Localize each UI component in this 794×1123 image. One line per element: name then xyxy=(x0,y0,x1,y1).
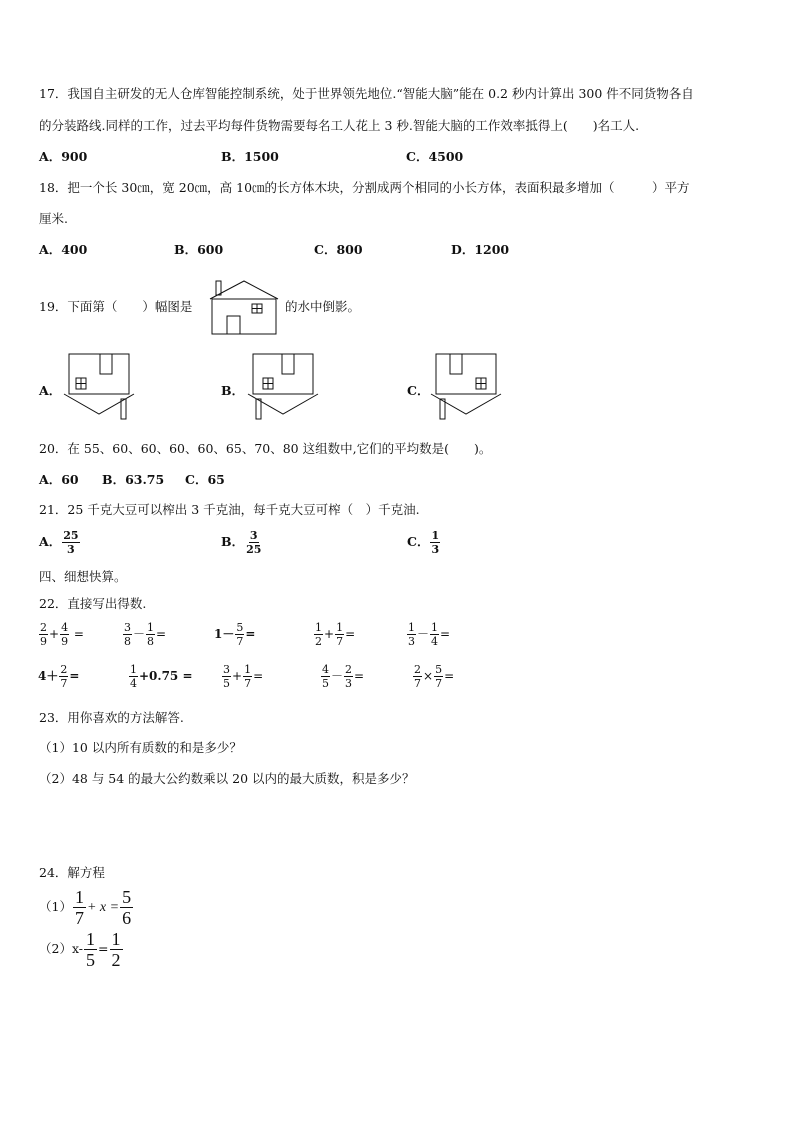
numerator: 4 xyxy=(61,621,69,634)
calc-r1-5 xyxy=(406,622,450,647)
equals: = xyxy=(245,627,256,641)
q18-option-b: B．600 xyxy=(174,242,224,257)
q17-option-c: C．4500 xyxy=(406,149,464,164)
numerator: 1 xyxy=(408,621,415,634)
operator: + xyxy=(232,669,243,683)
calc-r2-4 xyxy=(320,664,364,689)
equals: = xyxy=(156,627,167,641)
operator: × xyxy=(423,669,434,683)
q23-part-2: （2）48 与 54 的最大公约数乘以 20 以内的最大质数，积是多少？ xyxy=(39,771,415,786)
numerator: 1 xyxy=(147,621,155,634)
section-4-heading: 四、细想快算。 xyxy=(39,569,127,584)
numerator: 1 xyxy=(130,663,137,676)
denominator: 5 xyxy=(322,677,329,690)
q17-option-b: B．1500 xyxy=(221,149,279,164)
numerator: 1 xyxy=(244,663,252,676)
q17-option-a: A．900 xyxy=(39,149,88,164)
numerator: 3 xyxy=(249,529,258,542)
reflection-b-figure xyxy=(246,352,320,422)
denominator: 3 xyxy=(408,635,415,648)
q21-option-b-label: B． xyxy=(221,534,245,549)
numerator: 1 xyxy=(336,621,344,634)
house-figure xyxy=(208,279,280,335)
denominator: 8 xyxy=(124,635,131,648)
denominator: 9 xyxy=(61,635,69,648)
q18-line1: 18．把一个长 30㎝，宽 20㎝，高 10㎝的长方体木块，分割成两个相同的小长方体，表面积最多增加（ ）平方 xyxy=(39,180,690,195)
equals: = xyxy=(440,627,451,641)
denominator: 5 xyxy=(86,950,96,970)
q21-option-a-label: A． xyxy=(39,534,62,549)
q20-option-b: B．63.75 xyxy=(102,472,165,487)
calc-r2-5 xyxy=(412,664,454,689)
denominator: 4 xyxy=(130,677,137,690)
equals: = xyxy=(354,669,365,683)
q21-option-b xyxy=(221,530,263,555)
numerator: 1 xyxy=(74,887,84,907)
denominator: 2 xyxy=(111,950,121,970)
operator: +0.75 = xyxy=(139,669,193,683)
numerator: 5 xyxy=(435,663,443,676)
numerator: 2 xyxy=(345,663,353,676)
calc-r2-1 xyxy=(38,664,79,689)
denominator: 3 xyxy=(67,543,75,556)
denominator: 7 xyxy=(336,635,344,648)
equation-middle: + x = xyxy=(86,900,120,915)
operator: － xyxy=(133,627,146,641)
q23-part-1: （1）10 以内所有质数的和是多少？ xyxy=(39,740,242,755)
q18-line2: 厘米. xyxy=(39,211,68,226)
denominator: 6 xyxy=(122,908,132,928)
q21-option-b-fraction xyxy=(245,530,262,555)
denominator: 4 xyxy=(431,635,439,648)
denominator: 7 xyxy=(435,677,443,690)
numerator: 4 xyxy=(322,663,329,676)
numerator: 1 xyxy=(431,529,440,542)
q18-option-d: D．1200 xyxy=(451,242,510,257)
calc-r1-3 xyxy=(214,622,255,647)
equals: = xyxy=(253,669,264,683)
q20-option-c: C．65 xyxy=(185,472,225,487)
denominator: 7 xyxy=(60,677,68,690)
q19-option-a-label: A． xyxy=(39,383,62,398)
lead-term: 4＋ xyxy=(38,669,59,683)
q23-stem: 23．用你喜欢的方法解答. xyxy=(39,710,184,725)
denominator: 7 xyxy=(236,635,244,648)
q17-line1: 17．我国自主研发的无人仓库智能控制系统，处于世界领先地位.“智能大脑”能在 0.2 秒内计算出 300 件不同货物各自 xyxy=(39,86,694,101)
numerator: 1 xyxy=(315,621,322,634)
denominator: 3 xyxy=(431,543,440,556)
q21-option-a xyxy=(39,530,81,555)
lead-term: 1－ xyxy=(214,627,235,641)
numerator: 3 xyxy=(223,663,230,676)
q19-stem-after: 的水中倒影。 xyxy=(285,299,361,314)
q20-stem: 20．在 55、60、60、60、60、65、70、80 这组数中,它们的平均数是( )。 xyxy=(39,441,492,456)
q21-option-c-fraction xyxy=(430,530,440,555)
numerator: 2 xyxy=(60,663,68,676)
equation-label: （2）x- xyxy=(39,941,84,956)
equals: = xyxy=(69,669,80,683)
denominator: 5 xyxy=(223,677,230,690)
denominator: 7 xyxy=(244,677,252,690)
equation-1 xyxy=(39,888,134,927)
numerator: 25 xyxy=(63,529,79,542)
operator: － xyxy=(417,627,430,641)
operator: + xyxy=(324,627,335,641)
numerator: 2 xyxy=(414,663,421,676)
q19-option-b-label: B． xyxy=(221,383,245,398)
q19-stem-before: 19．下面第（ ）幅图是 xyxy=(39,299,193,314)
q21-stem: 21．25 千克大豆可以榨出 3 千克油，每千克大豆可榨（ ）千克油. xyxy=(39,502,420,517)
reflection-a-figure xyxy=(62,352,136,422)
q17-line2: 的分装路线.同样的工作，过去平均每件货物需要每名工人花上 3 秒.智能大脑的工作效率抵得上( )名工人. xyxy=(39,118,640,133)
numerator: 5 xyxy=(122,887,132,907)
calc-r1-1 xyxy=(38,622,84,647)
denominator: 2 xyxy=(315,635,322,648)
numerator: 5 xyxy=(236,621,244,634)
denominator: 3 xyxy=(345,677,353,690)
q24-stem: 24．解方程 xyxy=(39,865,105,880)
equals: = xyxy=(70,627,84,641)
numerator: 3 xyxy=(124,621,131,634)
calc-r1-2 xyxy=(122,622,166,647)
q18-option-c: C．800 xyxy=(314,242,363,257)
calc-r2-3 xyxy=(221,664,263,689)
q18-option-a: A．400 xyxy=(39,242,88,257)
q19-option-c-label: C． xyxy=(407,383,430,398)
denominator: 7 xyxy=(414,677,421,690)
numerator: 1 xyxy=(111,929,121,949)
numerator: 1 xyxy=(431,621,439,634)
equation-label: （1） xyxy=(39,899,72,914)
reflection-c-figure xyxy=(429,352,503,422)
denominator: 25 xyxy=(246,543,262,556)
denominator: 7 xyxy=(74,908,84,928)
equals: = xyxy=(444,669,455,683)
q22-stem: 22．直接写出得数. xyxy=(39,596,147,611)
numerator: 1 xyxy=(86,929,96,949)
operator: + xyxy=(49,627,60,641)
equation-2 xyxy=(39,930,124,969)
denominator: 8 xyxy=(147,635,155,648)
calc-r2-2 xyxy=(128,664,193,689)
operator: － xyxy=(331,669,344,683)
calc-r1-4 xyxy=(313,622,355,647)
numerator: 2 xyxy=(40,621,47,634)
q21-option-a-fraction xyxy=(62,530,79,555)
q21-option-c-label: C． xyxy=(407,534,430,549)
denominator: 9 xyxy=(40,635,47,648)
q20-option-a: A．60 xyxy=(39,472,79,487)
equals: = xyxy=(345,627,356,641)
q21-option-c xyxy=(407,530,441,555)
equation-middle: = xyxy=(98,941,109,956)
